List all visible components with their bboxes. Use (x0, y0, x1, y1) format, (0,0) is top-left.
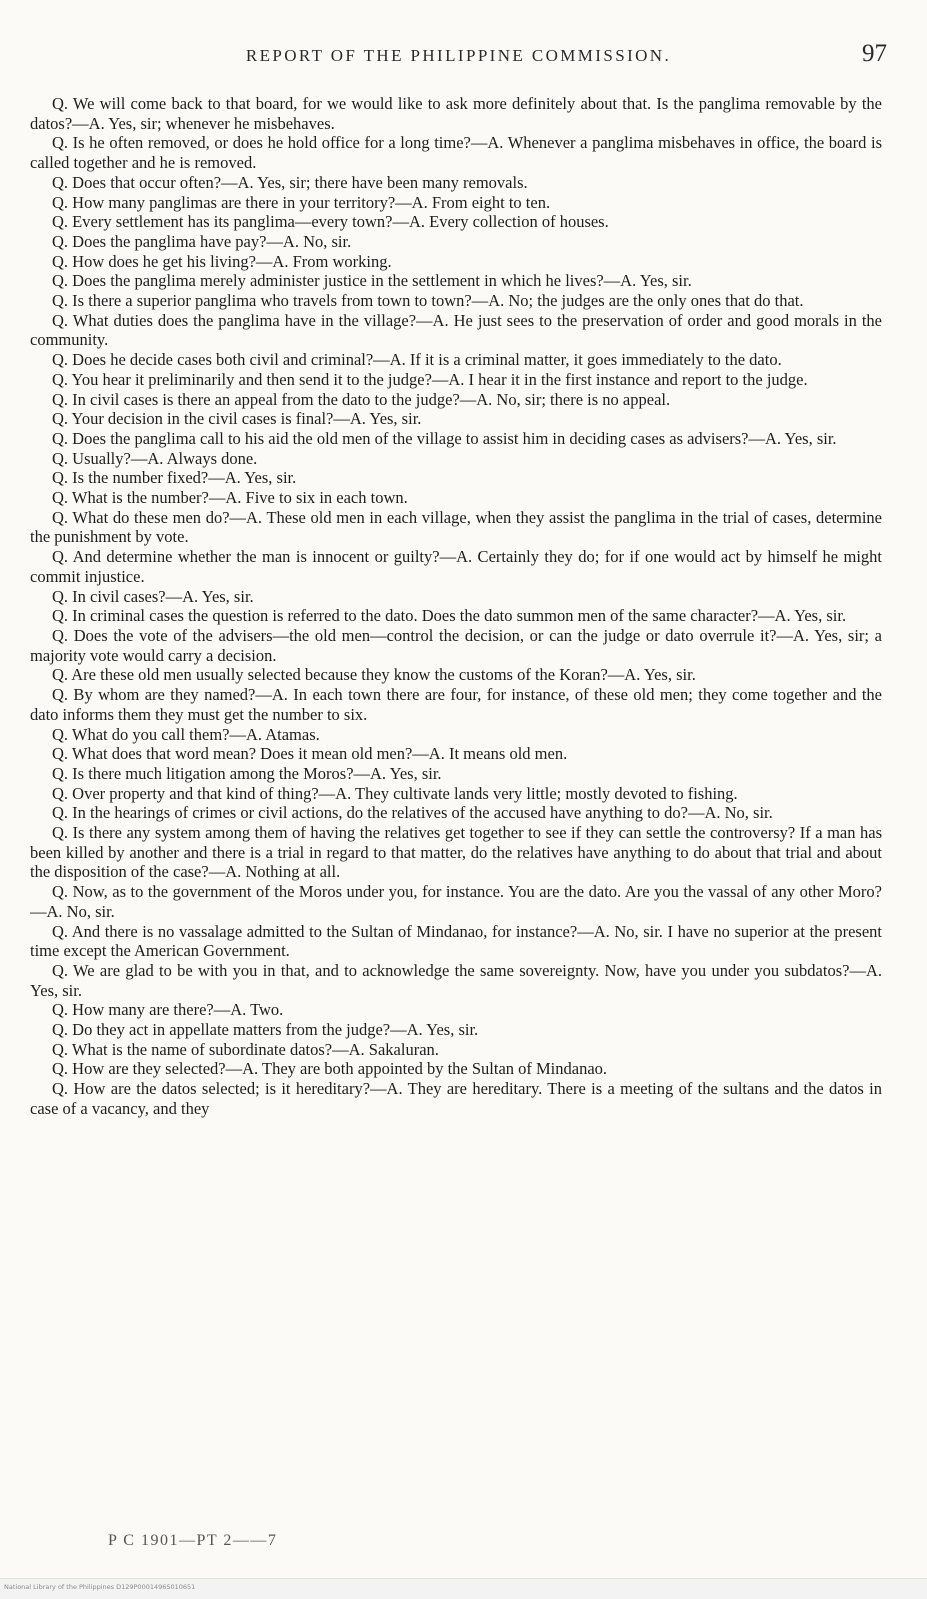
printer-signature: P C 1901—PT 2——7 (108, 1532, 278, 1549)
testimony-paragraph: Q. Does he decide cases both civil and criminal?—A. If it is a criminal matter, it goes immediately to the dato. (52, 350, 782, 370)
testimony-paragraph: Q. By whom are they named?—A. In each town there are four, for instance, of these old men; they come together and the dato informs them they must get the number to six. (30, 685, 882, 724)
testimony-paragraph: Q. We will come back to that board, for we would like to ask more definitely about that. Is the panglima removable by the datos?—A. Yes, sir; whenever he misbehaves. (30, 94, 882, 133)
testimony-paragraph: Q. You hear it preliminarily and then send it to the judge?—A. I hear it in the first instance and report to the judge. (52, 369, 808, 389)
testimony-paragraph: Q. Your decision in the civil cases is final?—A. Yes, sir. (52, 409, 422, 429)
testimony-paragraph: Q. What do these men do?—A. These old men in each village, when they assist the panglima in the trial of cases, determine the punishment by vote. (30, 507, 882, 547)
testimony-paragraph: Q. Does the panglima merely administer justice in the settlement in which he lives?—A. Yes, sir. (52, 271, 692, 291)
testimony-paragraph: Q. Is there a superior panglima who travels from town to town?—A. No; the judges are the only ones that do that. (52, 291, 804, 311)
testimony-paragraph: Q. Is there any system among them of having the relatives get together to see if they can settle the controversy? If a man has been killed by another and there is a trial in regard to that matter, do the relatives have anything to do about that trial and about the disposition of the case?—A. Nothing at all. (30, 823, 882, 882)
scan-footer (0, 1578, 927, 1599)
testimony-paragraph: Q. Does the panglima have pay?—A. No, sir. (52, 231, 352, 251)
testimony-paragraph: Q. And determine whether the man is innocent or guilty?—A. Certainly they do; for if one would act by himself he might commit injustice. (30, 547, 882, 586)
testimony-paragraph: Q. In criminal cases the question is referred to the dato. Does the dato summon men of the same character?—A. Yes, sir. (52, 606, 847, 626)
testimony-paragraph: Q. In the hearings of crimes or civil actions, do the relatives of the accused have anything to do?—A. No, sir. (52, 803, 773, 823)
running-title: REPORT OF THE PHILIPPINE COMMISSION. (245, 46, 672, 65)
testimony-paragraph: Q. In civil cases is there an appeal from the dato to the judge?—A. No, sir; there is no appeal. (52, 389, 671, 409)
testimony-body (30, 94, 882, 1504)
testimony-paragraph: Q. Do they act in appellate matters from the judge?—A. Yes, sir. (52, 1020, 479, 1040)
testimony-paragraph: Q. What is the number?—A. Five to six in each town. (52, 488, 408, 508)
testimony-paragraph: Q. What do you call them?—A. Atamas. (52, 724, 320, 744)
testimony-paragraph: Q. How does he get his living?—A. From working. (52, 251, 392, 271)
testimony-paragraph: Q. We are glad to be with you in that, and to acknowledge the same sovereignty. Now, have you under you subdatos?—A. Yes, sir. (30, 960, 882, 1000)
testimony-paragraph: Q. Are these old men usually selected because they know the customs of the Koran?—A. Yes, sir. (52, 665, 696, 685)
testimony-paragraph: Q. Is there much litigation among the Moros?—A. Yes, sir. (52, 763, 442, 783)
testimony-paragraph: Q. In civil cases?—A. Yes, sir. (52, 586, 254, 606)
page-header (30, 40, 887, 74)
scan-credit: National Library of the Philippines D129P0001496S010651 (4, 1583, 196, 1591)
testimony-paragraph: Q. Does the panglima call to his aid the old men of the village to assist him in deciding cases as advisers?—A. Yes, sir. (52, 428, 837, 448)
testimony-paragraph: Q. What is the name of subordinate datos?—A. Sakaluran. (52, 1039, 439, 1059)
testimony-paragraph: Q. Every settlement has its panglima—every town?—A. Every collection of houses. (52, 212, 609, 232)
testimony-paragraph: Q. Now, as to the government of the Moros under you, for instance. You are the dato. Are you the vassal of any other Moro?—A. No, sir. (30, 882, 882, 921)
testimony-paragraph: Q. Does that occur often?—A. Yes, sir; there have been many removals. (52, 172, 528, 192)
testimony-paragraph: Q. Does the vote of the advisers—the old men—control the decision, or can the judge or dato overrule it?—A. Yes, sir; a majority vote would carry a decision. (30, 625, 882, 665)
testimony-paragraph: Q. How are they selected?—A. They are both appointed by the Sultan of Mindanao. (52, 1059, 608, 1079)
testimony-paragraph: Q. How many panglimas are there in your territory?—A. From eight to ten. (52, 192, 551, 212)
testimony-paragraph: Q. And there is no vassalage admitted to the Sultan of Mindanao, for instance?—A. No, sir. I have no superior at the present time except the American Government. (30, 921, 882, 961)
testimony-paragraph: Q. Is he often removed, or does he hold office for a long time?—A. Whenever a panglima misbehaves in office, the board is called together and he is removed. (30, 133, 882, 173)
testimony-paragraph: Q. Usually?—A. Always done. (52, 448, 258, 468)
testimony-paragraph: Q. Is the number fixed?—A. Yes, sir. (52, 468, 297, 488)
testimony-paragraph: Q. What duties does the panglima have in the village?—A. He just sees to the preservation of order and good morals in the community. (30, 310, 882, 350)
testimony-paragraph: Q. Over property and that kind of thing?—A. They cultivate lands very little; mostly devoted to fishing. (52, 783, 738, 803)
testimony-paragraph: Q. How many are there?—A. Two. (52, 1000, 284, 1020)
page-number: 97 (862, 40, 887, 67)
testimony-paragraph: Q. How are the datos selected; is it hereditary?—A. They are hereditary. There is a meeting of the sultans and the datos in case of a vacancy, and they (30, 1079, 882, 1118)
testimony-paragraph: Q. What does that word mean? Does it mean old men?—A. It means old men. (52, 744, 568, 764)
